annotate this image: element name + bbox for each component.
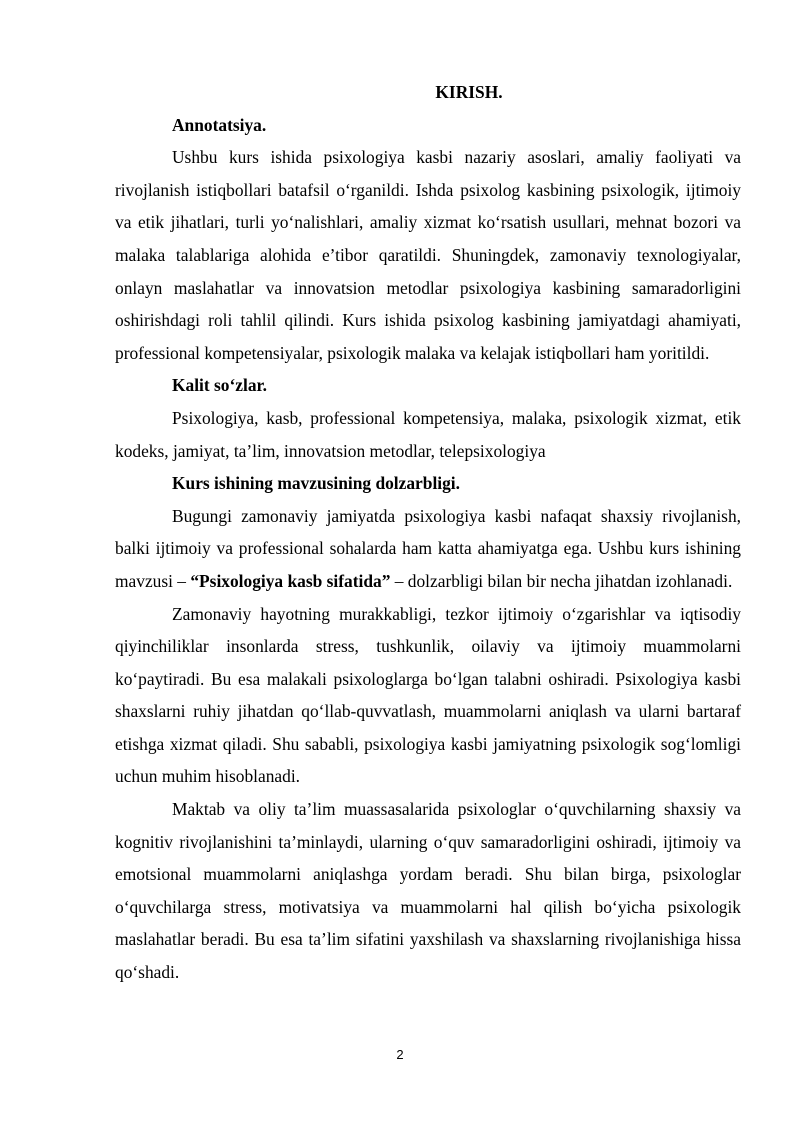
annotation-paragraph: Ushbu kurs ishida psixologiya kasbi nazariy asoslari, amaliy faoliyati va rivojlanish istiqbollari batafsil o‘rganildi. Ishda psixolog kasbining psixologik, ijtimoiy va etik jihatlari, turli yo‘nalishlari, amaliy xizmat ko‘rsatish usullari, mehnat bozori va malaka talablariga alohida e’tibor qaratildi. Shuningdek, zamonaviy texnologiyalar, onlayn maslahatlar va innovatsion metodlar psixologiya kasbining samaradorligini oshirishdagi roli tahlil qilindi. Kurs ishida psixolog kasbining jamiyatdagi ahamiyati, professional kompetensiyalar, psixologik malaka va kelajak istiqbollari ham yoritildi. — [115, 147, 741, 363]
relevance-text-before: Bugungi zamonaviy jamiyatda psixologiya kasbi nafaqat shaxsiy rivojlanish, balki ijtimoiy va professional sohalarda ham katta ahamiyatga ega. Ushbu kurs ishining mavzusi – — [115, 505, 741, 591]
course-topic-quote: “Psixologiya kasb sifatida” — [190, 570, 391, 591]
page-title: KIRISH. — [435, 82, 503, 102]
keywords-paragraph: Psixologiya, kasb, professional kompetensiya, malaka, psixologik xizmat, etik kodeks, jamiyat, ta’lim, innovatsion metodlar, telepsixologiya — [115, 407, 741, 461]
annotation-heading: Annotatsiya. — [172, 114, 267, 135]
relevance-heading: Kurs ishining mavzusining dolzarbligi. — [172, 473, 460, 494]
keywords-heading: Kalit so‘zlar. — [172, 375, 267, 396]
page-content — [115, 76, 741, 989]
relevance-paragraph-2: Zamonaviy hayotning murakkabligi, tezkor ijtimoiy o‘zgarishlar va iqtisodiy qiyinchiliklar insonlarda stress, tushkunlik, oilaviy va ijtimoiy muammolarni ko‘paytiradi. Bu esa malakali psixologlarga bo‘lgan talabni oshiradi. Psixologiya kasbi shaxslarni ruhiy jihatdan qo‘llab-quvvatlash, muammolarni aniqlash va ularni bartaraf etishga xizmat qiladi. Shu sababli, psixologiya kasbi jamiyatning psixologik sog‘lomligi uchun muhim hisoblanadi. — [115, 603, 741, 787]
relevance-paragraph-3: Maktab va oliy ta’lim muassasalarida psixologlar o‘quvchilarning shaxsiy va kognitiv rivojlanishini ta’minlaydi, ularning o‘quv samaradorligini oshiradi, ijtimoiy va emotsional muammolarni aniqlashga yordam beradi. Shu bilan birga, psixologlar o‘quvchilarga stress, motivatsiya va muammolarni hal qilish bo‘yicha psixologik maslahatlar beradi. Bu esa ta’lim sifatini yaxshilash va shaxslarning rivojlanishiga hissa qo‘shadi. — [115, 799, 741, 983]
page-number: 2 — [396, 1047, 404, 1062]
relevance-paragraph-1 — [115, 500, 741, 598]
relevance-text-after: – dolzarbligi bilan bir necha jihatdan izohlanadi. — [390, 570, 733, 591]
